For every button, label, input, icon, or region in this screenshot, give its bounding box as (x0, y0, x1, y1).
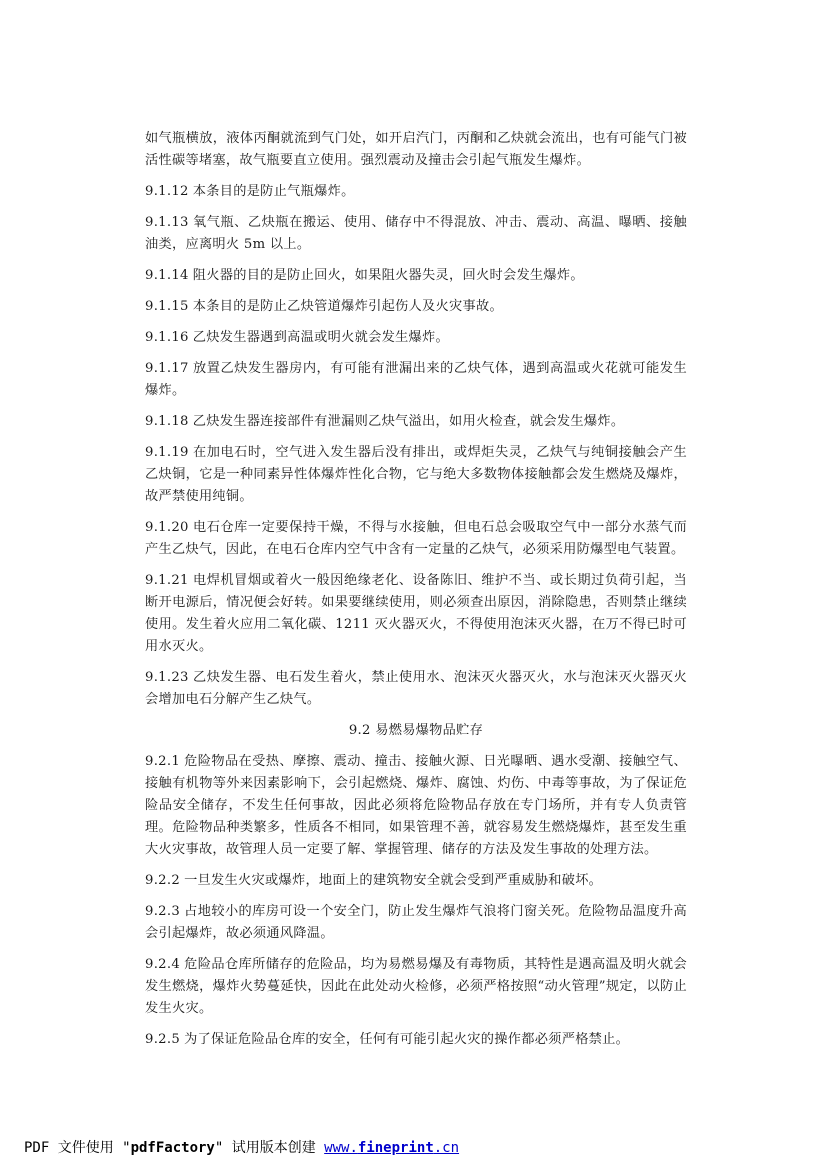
link-bold: fineprint (357, 1140, 434, 1156)
footer-middle: " 试用版本创建 (214, 1140, 325, 1156)
paragraph (145, 517, 687, 561)
footer-brand: pdfFactory (130, 1140, 215, 1156)
document-body (145, 128, 687, 1060)
clause-number: 9.2.2 (145, 873, 181, 888)
paragraph-text: 本条目的是防止乙炔管道爆炸引起伤人及火灾事故。 (192, 299, 503, 314)
paragraph (145, 358, 687, 402)
paragraph-text: 乙炔发生器遇到高温或明火就会发生爆炸。 (192, 330, 450, 345)
paragraph-text: 电焊机冒烟或着火一般因绝缘老化、设备陈旧、维护不当、或长期过负荷引起，当断开电源后，情况便会好转。如果要继续使用，则必须查出原因，消除隐患，否则禁止继续使用。发生着火应用二氧化碳、1211 灭火器灭火，不得使用泡沫灭火器，在万不得已时可用水灭火。 (145, 573, 687, 654)
paragraph-text: 为了保证危险品仓库的安全，任何有可能引起火灾的操作都必须严格禁止。 (184, 1032, 630, 1047)
pdf-footer (24, 1137, 459, 1157)
paragraph (145, 901, 687, 945)
paragraph-group-9-2 (145, 751, 687, 1051)
paragraph-text: 放置乙炔发生器房内，有可能有泄漏出来的乙炔气体，遇到高温或火花就可能发生爆炸。 (145, 361, 687, 398)
paragraph-text: 本条目的是防止气瓶爆炸。 (192, 184, 355, 199)
paragraph-group-9-1 (145, 128, 687, 711)
paragraph (145, 954, 687, 1020)
paragraph (145, 296, 687, 318)
paragraph-text: 如气瓶横放，液体丙酮就流到气门处，如开启汽门，丙酮和乙炔就会流出，也有可能气门被活性碳等堵塞，故气瓶要直立使用。强烈震动及撞击会引起气瓶发生爆炸。 (145, 131, 687, 168)
paragraph-text: 危险物品在受热、摩擦、震动、撞击、接触火源、日光曝晒、遇水受潮、接触空气、接触有机物等外来因素影响下，会引起燃烧、爆炸、腐蚀、灼伤、中毒等事故，为了保证危险品安全储存，不发生任何事故，因此必须将危险物品存放在专门场所，并有专人负责管理。危险物品种类繁多，性质各不相同，如果管理不善，就容易发生燃烧爆炸，甚至发生重大火灾事故，故管理人员一定要了解、掌握管理、储存的方法及发生事故的处理方法。 (145, 754, 687, 857)
paragraph (145, 1029, 687, 1051)
paragraph-text: 氧气瓶、乙炔瓶在搬运、使用、储存中不得混放、冲击、震动、高温、曝晒、接触油类，应离明火 5m 以上。 (145, 215, 687, 252)
paragraph-text: 乙炔发生器连接部件有泄漏则乙炔气溢出，如用火检查，就会发生爆炸。 (192, 414, 625, 429)
paragraph (145, 411, 687, 433)
paragraph (145, 128, 687, 172)
paragraph (145, 442, 687, 508)
paragraph-text: 一旦发生火灾或爆炸，地面上的建筑物安全就会受到严重威胁和破坏。 (184, 873, 603, 888)
clause-number: 9.1.12 (145, 184, 189, 199)
section-heading: 9.2 易燃易爆物品贮存 (348, 723, 484, 738)
clause-number: 9.1.23 (145, 670, 189, 685)
clause-number: 9.1.19 (145, 445, 189, 460)
paragraph (145, 667, 687, 711)
clause-number: 9.1.13 (145, 215, 189, 230)
paragraph (145, 327, 687, 349)
clause-number: 9.2.1 (145, 754, 181, 769)
footer-prefix: PDF 文件使用 " (24, 1140, 131, 1156)
paragraph-text: 危险品仓库所储存的危险品，均为易燃易爆及有毒物质，其特性是遇高温及明火就会发生燃烧，爆炸火势蔓延快，因此在此处动火检修，必须严格按照“动火管理”规定，以防止发生火灾。 (145, 957, 687, 1016)
clause-number: 9.1.17 (145, 361, 189, 376)
clause-number: 9.2.4 (145, 957, 181, 972)
clause-number: 9.1.15 (145, 299, 189, 314)
paragraph (145, 265, 687, 287)
paragraph-text: 乙炔发生器、电石发生着火，禁止使用水、泡沫灭火器灭火，水与泡沫灭火器灭火会增加电石分解产生乙炔气。 (145, 670, 687, 707)
link-prefix: www. (324, 1140, 358, 1156)
paragraph-text: 电石仓库一定要保持干燥，不得与水接触，但电石总会吸取空气中一部分水蒸气而产生乙炔气，因此，在电石仓库内空气中含有一定量的乙炔气，必须采用防爆型电气装置。 (145, 520, 687, 557)
clause-number: 9.1.18 (145, 414, 189, 429)
paragraph-text: 在加电石时，空气进入发生器后没有排出，或焊炬失灵，乙炔气与纯铜接触会产生乙炔铜，它是一种同素异性体爆炸性化合物，它与绝大多数物体接触都会发生燃烧及爆炸，故严禁使用纯铜。 (145, 445, 687, 504)
paragraph (145, 751, 687, 861)
paragraph-text: 占地较小的库房可设一个安全门，防止发生爆炸气浪将门窗关死。危险物品温度升高会引起爆炸，故必须通风降温。 (145, 904, 687, 941)
paragraph-text: 阻火器的目的是防止回火，如果阻火器失灵，回火时会发生爆炸。 (192, 268, 584, 283)
paragraph (145, 212, 687, 256)
fineprint-link[interactable] (324, 1140, 459, 1156)
paragraph (145, 181, 687, 203)
paragraph (145, 570, 687, 658)
clause-number: 9.1.20 (145, 520, 189, 535)
clause-number: 9.2.3 (145, 904, 181, 919)
clause-number: 9.1.16 (145, 330, 189, 345)
clause-number: 9.1.14 (145, 268, 189, 283)
clause-number: 9.1.21 (145, 573, 189, 588)
paragraph (145, 870, 687, 892)
clause-number: 9.2.5 (145, 1032, 181, 1047)
link-suffix: .cn (433, 1140, 460, 1156)
